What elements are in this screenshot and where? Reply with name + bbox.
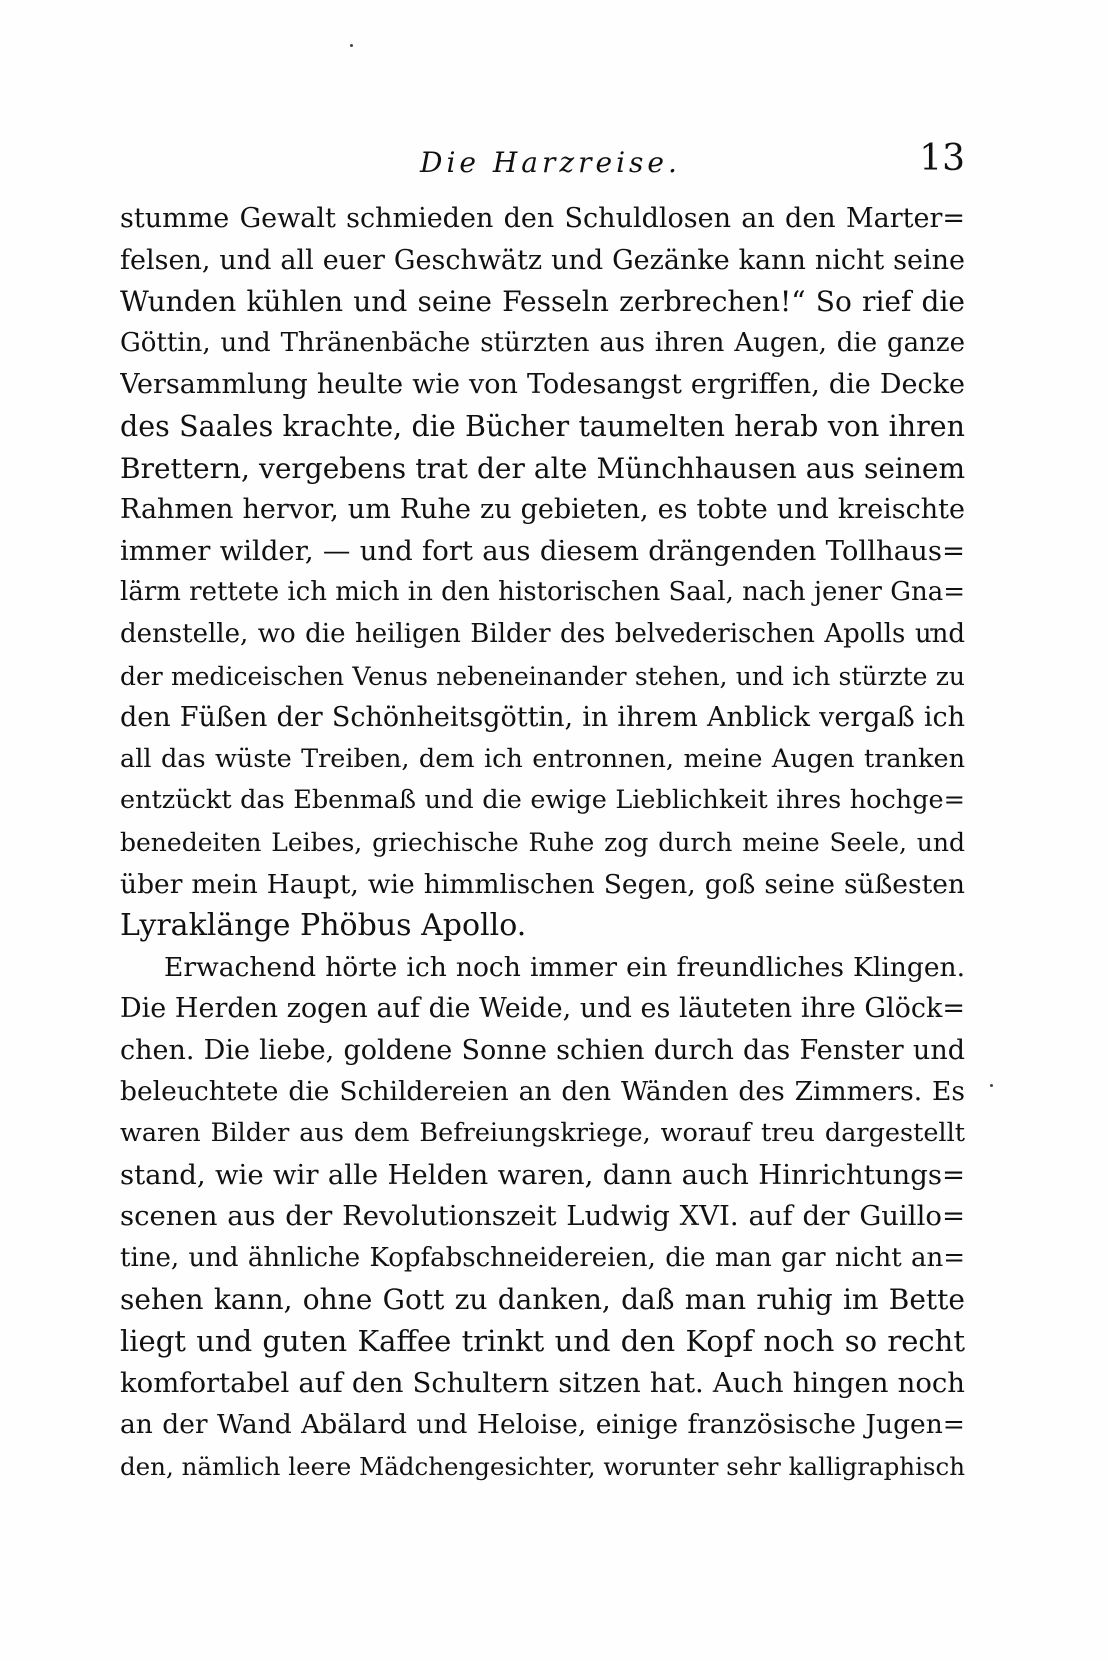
text-line: Rahmen hervor, um Ruhe zu gebieten, es tobte und kreischte bbox=[120, 494, 965, 526]
text-line: scenen aus der Revolutionszeit Ludwig XVI. auf der Guillo= bbox=[120, 1200, 965, 1233]
text-line: entzückt das Ebenmaß und die ewige Lieblichkeit ihres hochge= bbox=[120, 785, 965, 816]
text-line: beleuchtete die Schildereien an den Wänden des Zimmers. Es bbox=[120, 1076, 965, 1108]
paragraph-end-line: Lyraklänge Phöbus Apollo. bbox=[120, 908, 527, 944]
text-line: an der Wand Abälard und Heloise, einige französische Jugen= bbox=[120, 1409, 965, 1441]
text-line: tine, und ähnliche Kopfabschneidereien, die man gar nicht an= bbox=[120, 1242, 965, 1273]
page-header bbox=[120, 118, 965, 188]
text-line: immer wilder, — und fort aus diesem drängenden Tollhaus= bbox=[120, 534, 965, 567]
print-speck bbox=[990, 1084, 993, 1087]
text-line: über mein Haupt, wie himmlischen Segen, goß seine süßesten bbox=[120, 868, 965, 900]
text-line: Versammlung heulte wie von Todesangst ergriffen, die Decke bbox=[120, 369, 965, 401]
body-text bbox=[120, 198, 965, 1487]
page-number: 13 bbox=[919, 138, 965, 179]
text-line: Wunden kühlen und seine Fesseln zerbrechen!“ So rief die bbox=[120, 285, 965, 319]
print-speck bbox=[350, 44, 353, 47]
text-line: komfortabel auf den Schultern sitzen hat. Auch hingen noch bbox=[120, 1366, 965, 1399]
text-line: der mediceischen Venus nebeneinander stehen, und ich stürzte zu bbox=[120, 661, 965, 691]
text-line: den, nämlich leere Mädchengesichter, worunter sehr kalligraphisch bbox=[120, 1451, 965, 1481]
text-line: den Füßen der Schönheitsgöttin, in ihrem Anblick vergaß ich bbox=[120, 702, 965, 734]
text-line: des Saales krachte, die Bücher taumelten herab von ihren bbox=[120, 409, 965, 443]
paragraph-start-line: Erwachend hörte ich noch immer ein freundliches Klingen. bbox=[164, 951, 965, 983]
text-line: stumme Gewalt schmieden den Schuldlosen an den Marter= bbox=[120, 203, 965, 234]
text-line: stand, wie wir alle Helden waren, dann auch Hinrichtungs= bbox=[120, 1158, 965, 1191]
running-title: Die Harzreise. bbox=[420, 146, 681, 179]
text-line: Brettern, vergebens trat der alte Münchhausen aus seinem bbox=[120, 451, 965, 485]
text-line: liegt und guten Kaffee trinkt und den Kopf noch so recht bbox=[120, 1324, 965, 1359]
text-line: benedeiten Leibes, griechische Ruhe zog durch meine Seele, und bbox=[120, 827, 965, 857]
text-line: denstelle, wo die heiligen Bilder des belvederischen Apolls und bbox=[120, 618, 965, 649]
text-line: felsen, und all euer Geschwätz und Gezänke kann nicht seine bbox=[120, 244, 965, 276]
text-line: sehen kann, ohne Gott zu danken, daß man ruhig im Bette bbox=[120, 1283, 965, 1317]
text-line: waren Bilder aus dem Befreiungskriege, worauf treu dargestellt bbox=[120, 1118, 965, 1149]
text-line: lärm rettete ich mich in den historischen Saal, nach jener Gna= bbox=[120, 577, 965, 608]
text-line: all das wüste Treiben, dem ich entronnen, meine Augen tranken bbox=[120, 743, 965, 774]
text-line: Göttin, und Thränenbäche stürzten aus ihren Augen, die ganze bbox=[120, 327, 965, 358]
text-line: Die Herden zogen auf die Weide, und es läuteten ihre Glöck= bbox=[120, 993, 965, 1025]
text-line: chen. Die liebe, goldene Sonne schien durch das Fenster und bbox=[120, 1034, 965, 1066]
